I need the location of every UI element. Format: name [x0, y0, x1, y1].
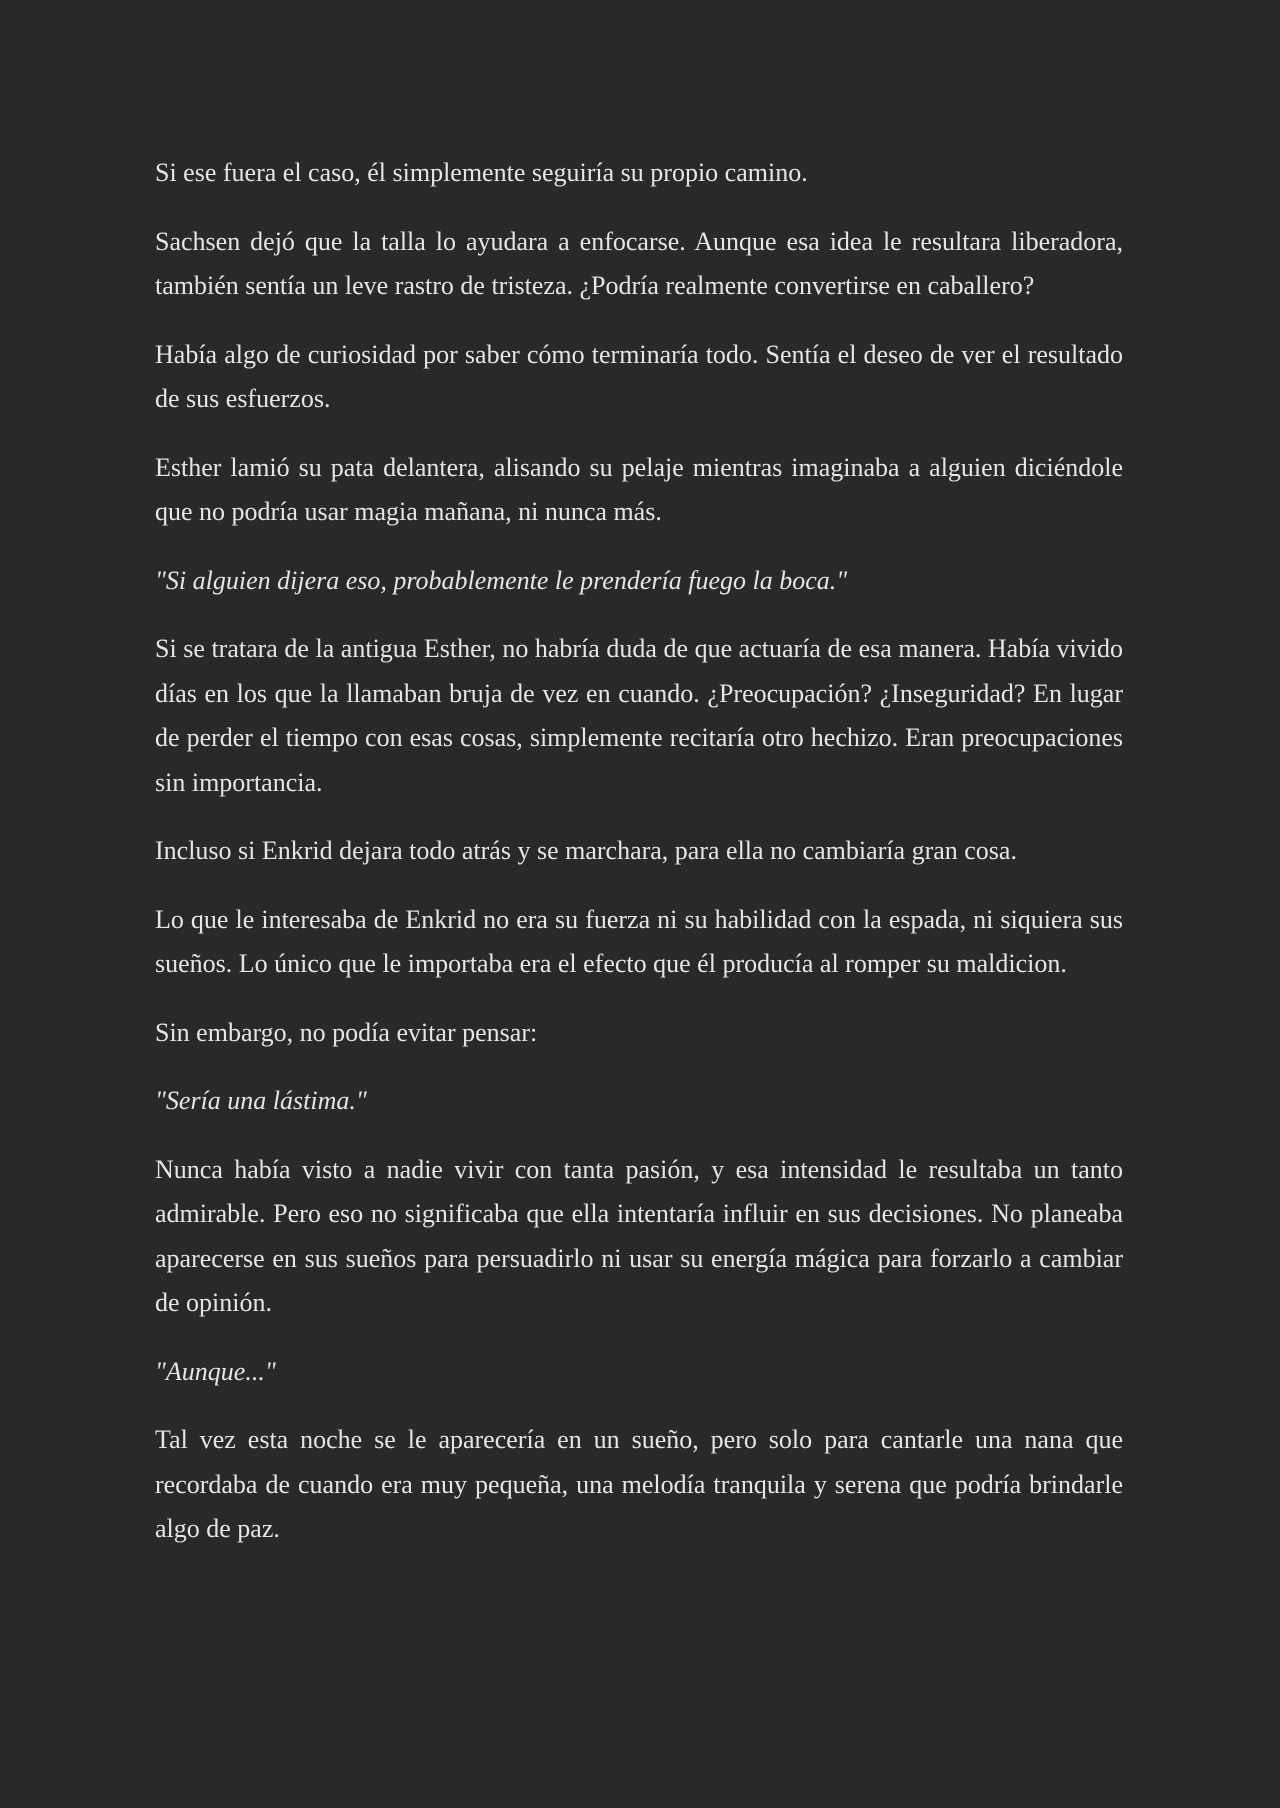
dialogue-paragraph: "Si alguien dijera eso, probablemente le prendería fuego la boca.": [155, 565, 848, 595]
dialogue-paragraph: "Aunque...": [155, 1356, 276, 1386]
paragraph: Si se tratara de la antigua Esther, no habría duda de que actuaría de esa manera. Había vivido días en los que la llamaban bruja de vez en cuando. ¿Preocupación? ¿Inseguridad? En lugar de perder el tiempo con esas cosas, simplemente recitaría otro hechizo. Eran preocupaciones sin importancia.: [155, 634, 1123, 797]
paragraph: Sin embargo, no podía evitar pensar:: [155, 1017, 538, 1047]
paragraph: Sachsen dejó que la talla lo ayudara a enfocarse. Aunque esa idea le resultara liberadora, también sentía un leve rastro de tristeza. ¿Podría realmente convertirse en caballero?: [155, 226, 1123, 300]
paragraph: Nunca había visto a nadie vivir con tanta pasión, y esa intensidad le resultaba un tanto admirable. Pero eso no significaba que ella intentaría influir en sus decisiones. No planeaba aparecerse en sus sueños para persuadirlo ni usar su energía mágica para forzarlo a cambiar de opinión.: [155, 1154, 1123, 1317]
paragraph: Si ese fuera el caso, él simplemente seguiría su propio camino.: [155, 158, 808, 187]
paragraph: Lo que le interesaba de Enkrid no era su fuerza ni su habilidad con la espada, ni siquiera sus sueños. Lo único que le importaba era el efecto que él producía al romper su maldicion.: [155, 904, 1123, 978]
reading-area: [155, 151, 1123, 1576]
dialogue-paragraph: "Sería una lástima.": [155, 1086, 367, 1115]
paragraph: Tal vez esta noche se le aparecería en un sueño, pero solo para cantarle una nana que recordaba de cuando era muy pequeña, una melodía tranquila y serena que podría brindarle algo de paz.: [155, 1425, 1123, 1543]
paragraph: Había algo de curiosidad por saber cómo terminaría todo. Sentía el deseo de ver el resultado de sus esfuerzos.: [155, 339, 1123, 413]
paragraph: Esther lamió su pata delantera, alisando su pelaje mientras imaginaba a alguien diciéndole que no podría usar magia mañana, ni nunca más.: [155, 452, 1123, 526]
paragraph: Incluso si Enkrid dejara todo atrás y se marchara, para ella no cambiaría gran cosa.: [155, 836, 1017, 865]
